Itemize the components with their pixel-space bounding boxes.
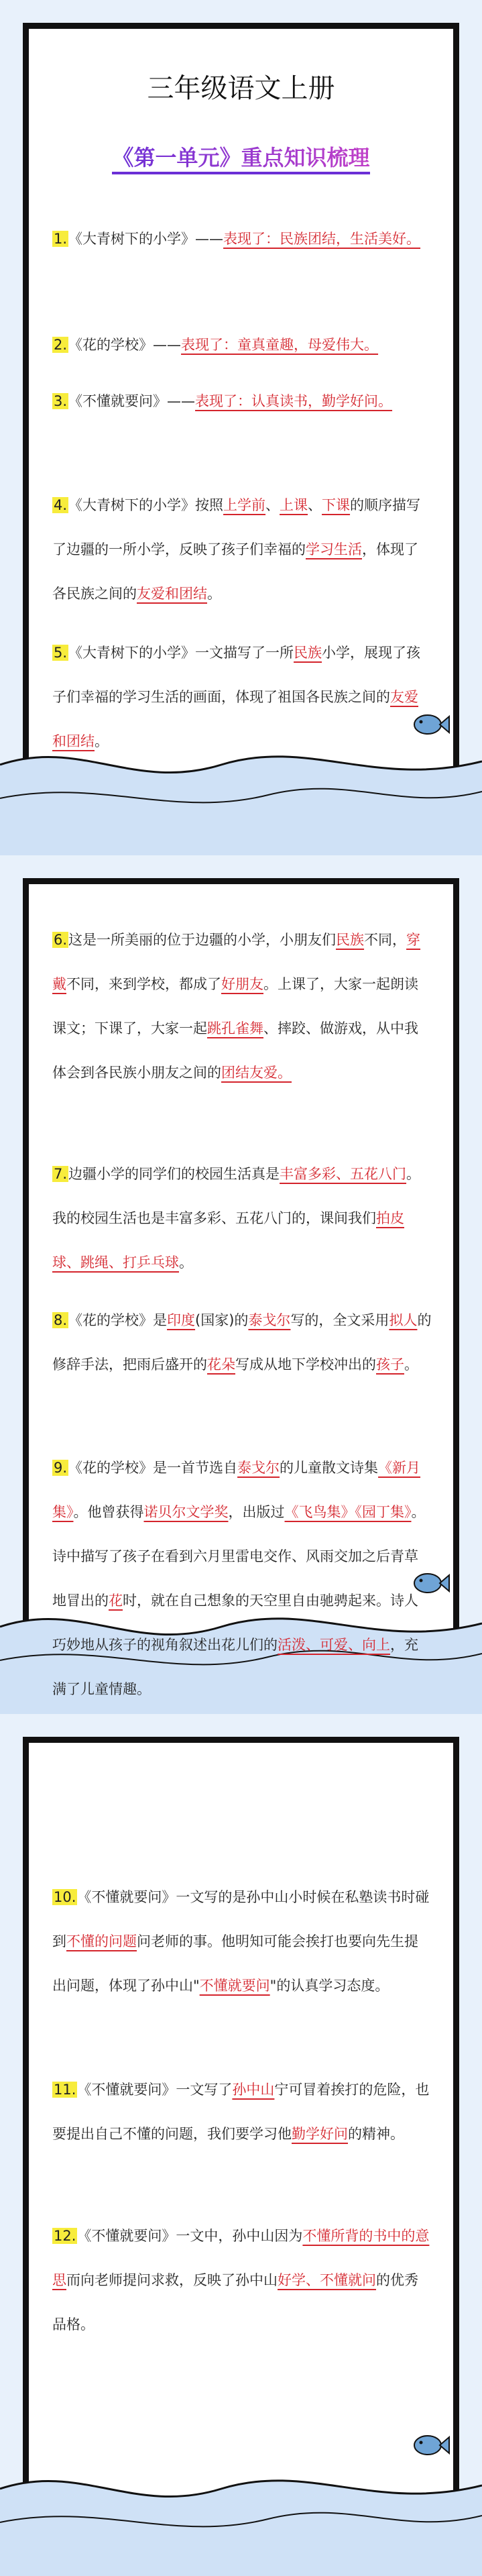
item-text: 的精神。 [348, 2126, 404, 2142]
key-phrase: 穿戴 [52, 932, 421, 992]
item-number: 1. [54, 231, 68, 247]
key-phrase: 不懂所背的书中的意思 [52, 2228, 430, 2288]
item-text: 的儿童散文诗集 [280, 1460, 379, 1476]
key-phrase: 友爱和团结 [52, 689, 418, 749]
item-text: 。 [179, 1254, 193, 1271]
item-number: 11. [54, 2082, 76, 2098]
item-text: 《不懂就要问》—— [68, 393, 196, 409]
item-text: (国家)的 [195, 1312, 249, 1328]
list-item [52, 2214, 432, 2347]
item-text: 。上课了，大家一起朗读课文；下课了，大家一起 [52, 976, 418, 1036]
key-phrase: 活泼、可爱、向上 [278, 1637, 390, 1653]
page-title: 三年级语文上册 [147, 73, 335, 104]
item-text: 的修辞手法，把雨后盛开的 [52, 1312, 432, 1373]
fish-icon [410, 2432, 450, 2459]
item-text: 。 [95, 733, 109, 749]
item-text: 时，就在自己想象的天空里自由驰骋起来。诗人巧妙地从孩子的视角叙述出花儿们的 [52, 1593, 418, 1653]
key-phrase: 下课 [322, 497, 351, 513]
key-phrase: 拍皮球、跳绳、打乒乓球 [52, 1210, 404, 1271]
item-text: "的认真学习态度。 [269, 1978, 389, 1994]
wave-decoration [0, 2449, 482, 2576]
item-text: 、 [265, 497, 280, 513]
item-number: 2. [54, 337, 68, 353]
item-text: 《大青树下的小学》—— [68, 231, 224, 247]
item-text: 、摔跤、做游戏，从中我体会到各民族小朋友之间的 [52, 1020, 418, 1081]
list-item [52, 1298, 432, 1387]
item-number: 5. [54, 645, 68, 661]
item-number: 7. [54, 1166, 68, 1182]
item-number: 8. [54, 1312, 68, 1328]
key-phrase: 表现了：童真童趣，母爱伟大。 [181, 337, 379, 353]
item-text: 《大青树下的小学》按照 [68, 497, 224, 513]
item-text: 而向老师提问求救，反映了孙中山 [66, 2272, 278, 2288]
item-number: 12. [54, 2228, 76, 2244]
page-subtitle [0, 141, 482, 172]
key-phrase: 孩子 [376, 1356, 404, 1373]
key-phrase: 跳孔雀舞 [207, 1020, 263, 1036]
item-text: 。 [207, 586, 221, 602]
list-item [52, 1875, 432, 2008]
item-text: 。诗中描写了孩子在看到六月里雷电交作、风雨交加之后青草地冒出的 [52, 1504, 426, 1609]
item-text: 这是一所美丽的位于边疆的小学，小朋友们 [68, 932, 337, 948]
key-phrase: 印度 [167, 1312, 196, 1328]
list-item [52, 631, 432, 763]
list-item [52, 918, 432, 1095]
item-text: 的顺序描写了边疆的一所小学，反映了孩子们幸福的 [52, 497, 421, 557]
item-text: 边疆小学的同学们的校园生活真是 [68, 1166, 280, 1182]
item-text: 《不懂就要问》一文写的是孙中山小时候在私塾读书时碰到 [52, 1889, 430, 1949]
subtitle-text: 《第一单元》重点知识梳理 [112, 145, 369, 174]
item-text: 不同， [364, 932, 407, 948]
key-phrase: 丰富多彩、五花八门 [280, 1166, 407, 1182]
item-text: 《大青树下的小学》一文描写了一所 [68, 645, 294, 661]
key-phrase: 诺贝尔文学奖 [143, 1504, 229, 1520]
list-item [52, 323, 432, 367]
key-phrase: 孙中山 [232, 2082, 275, 2098]
list-item [52, 1152, 432, 1285]
key-phrase: 好学、不懂就问 [278, 2272, 376, 2288]
key-phrase: 学习生活 [306, 541, 362, 557]
list-item [52, 217, 432, 261]
item-text: 《不懂就要问》一文中，孙中山因为 [77, 2228, 303, 2244]
key-phrase: 泰戈尔 [237, 1460, 280, 1476]
list-item [52, 2068, 432, 2156]
key-phrase: 泰戈尔 [248, 1312, 291, 1328]
list-item [52, 1446, 432, 1711]
item-number: 4. [54, 497, 68, 513]
item-text: 写的，全文采用 [290, 1312, 389, 1328]
key-phrase: 表现了：民族团结，生活美好。 [223, 231, 421, 247]
item-text: 。 [404, 1356, 418, 1373]
item-text: 《花的学校》是一首节选自 [68, 1460, 238, 1476]
key-phrase: 好朋友 [221, 976, 263, 992]
item-text: 宁可冒着挨打的危险，也要提出自己不懂的问题，我们要学习他 [52, 2082, 430, 2142]
item-text: 的优秀品格。 [52, 2272, 418, 2332]
list-item [52, 483, 432, 616]
item-text: 。他曾获得 [73, 1504, 144, 1520]
item-text: 《花的学校》—— [68, 337, 182, 353]
item-text: 问老师的事。他明知可能会挨打也要向先生提出问题，体现了孙中山" [52, 1933, 418, 1994]
item-text: ，体现了各民族之间的 [52, 541, 418, 602]
key-phrase: 不懂的问题 [66, 1933, 137, 1949]
item-text: 《不懂就要问》一文写了 [77, 2082, 233, 2098]
key-phrase: 上学前 [223, 497, 266, 513]
key-phrase: 友爱和团结 [137, 586, 207, 602]
item-text: 写成从地下学校冲出的 [235, 1356, 376, 1373]
key-phrase: 上课 [280, 497, 308, 513]
key-phrase: 不懂就要问 [199, 1978, 270, 1994]
key-phrase: 民族 [294, 645, 322, 661]
key-phrase: 勤学好问 [292, 2126, 348, 2142]
item-text: 小学，展现了孩子们幸福的学习生活的画面，体现了祖国各民族之间的 [52, 645, 421, 705]
key-phrase: 《飞鸟集》《园丁集》 [284, 1504, 412, 1520]
list-item [52, 379, 432, 423]
item-number: 10. [54, 1889, 76, 1905]
item-text: 、 [308, 497, 322, 513]
key-phrase: 花朵 [207, 1356, 235, 1373]
key-phrase: 民族 [336, 932, 365, 948]
item-text: ，充满了儿童情趣。 [52, 1637, 418, 1697]
key-phrase: 花 [109, 1593, 123, 1609]
key-phrase: 团结友爱。 [221, 1065, 292, 1081]
item-text: 不同，来到学校，都成了 [66, 976, 221, 992]
item-number: 3. [54, 393, 68, 409]
item-text: ，出版过 [228, 1504, 285, 1520]
item-text: 《花的学校》是 [68, 1312, 168, 1328]
item-number: 6. [54, 932, 68, 948]
item-number: 9. [54, 1460, 68, 1476]
item-text: 。我的校园生活也是丰富多彩、五花八门的，课间我们 [52, 1166, 421, 1226]
key-phrase: 表现了：认真读书，勤学好问。 [195, 393, 393, 409]
key-phrase: 拟人 [389, 1312, 418, 1328]
key-phrase: 《新月集》 [52, 1460, 421, 1520]
